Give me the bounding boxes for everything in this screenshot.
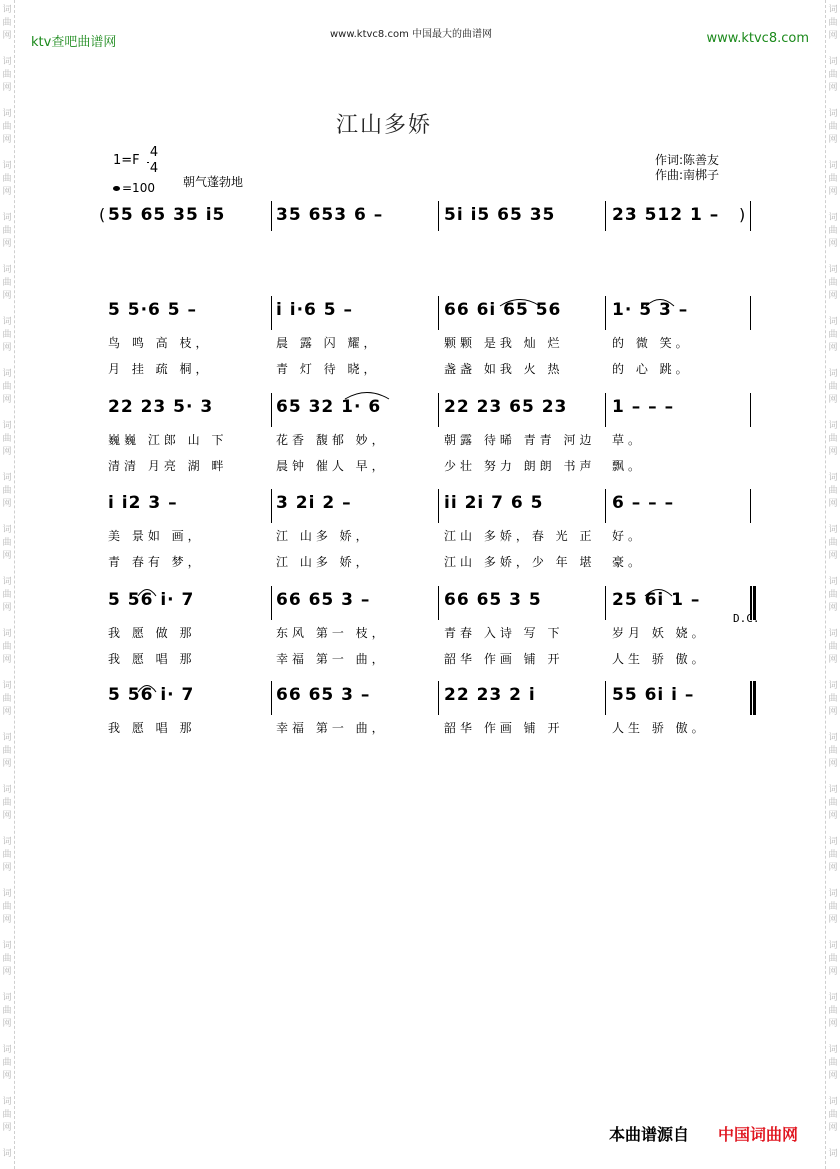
measure: 35 653 6 – xyxy=(276,205,384,225)
edge-watermark-glyph: 网 xyxy=(828,863,838,873)
bar-line xyxy=(605,393,606,427)
edge-watermark-glyph: 曲 xyxy=(828,954,838,964)
edge-watermark-glyph: 网 xyxy=(828,499,838,509)
edge-watermark-glyph: 网 xyxy=(828,1019,838,1029)
bar-line xyxy=(605,681,606,715)
edge-watermark-glyph: 词 xyxy=(2,1149,12,1159)
lyric-line: 朝露 待晞 青青 河边 xyxy=(444,433,596,447)
edge-watermark-glyph: 网 xyxy=(828,551,838,561)
edge-watermark-glyph: 曲 xyxy=(828,902,838,912)
lyric-line: 晨钟 催人 早， xyxy=(276,459,388,473)
bar-line xyxy=(271,489,272,523)
edge-watermark-glyph: 曲 xyxy=(2,1110,12,1120)
edge-watermark-glyph: 曲 xyxy=(828,122,838,132)
credits xyxy=(655,153,719,183)
lyric-line: 东风 第一 枝， xyxy=(276,626,388,640)
edge-watermark-glyph: 词 xyxy=(828,837,838,847)
edge-watermark-glyph: 词 xyxy=(828,525,838,535)
measure: 5 56 i· 7 xyxy=(108,590,195,610)
edge-watermark-glyph: 曲 xyxy=(828,850,838,860)
edge-watermark-glyph: 词 xyxy=(2,993,12,1003)
lyric-line: 我 愿 唱 那 xyxy=(108,721,196,735)
slur-mark xyxy=(345,390,389,400)
bar-line xyxy=(271,681,272,715)
edge-watermark-glyph: 词 xyxy=(828,1149,838,1159)
bar-line xyxy=(438,586,439,620)
lyric-line: 飘。 xyxy=(612,459,645,473)
slur-mark xyxy=(645,587,672,597)
lyric-line: 美 景如 画， xyxy=(108,529,204,543)
slur-mark xyxy=(138,587,156,597)
edge-watermark-glyph: 词 xyxy=(2,629,12,639)
lyric-line: 颗颗 是我 灿 烂 xyxy=(444,336,564,350)
time-signature-bottom: 4 xyxy=(149,161,159,176)
edge-watermark-glyph: 曲 xyxy=(2,486,12,496)
measure: i i2 3 – xyxy=(108,493,178,513)
measure: i i·6 5 – xyxy=(276,300,354,320)
site-logo-text[interactable]: ktv查吧曲谱网 xyxy=(31,35,117,50)
edge-watermark-glyph: 曲 xyxy=(828,226,838,236)
lyric-line: 青 灯 待 晓， xyxy=(276,362,380,376)
edge-watermark-glyph: 词 xyxy=(828,5,838,15)
edge-watermark-glyph: 词 xyxy=(2,369,12,379)
edge-watermark-glyph: 网 xyxy=(828,135,838,145)
edge-watermark-glyph: 词 xyxy=(828,785,838,795)
edge-watermark-glyph: 曲 xyxy=(828,1058,838,1068)
edge-watermark-glyph: 曲 xyxy=(828,538,838,548)
edge-watermark-glyph: 网 xyxy=(2,499,12,509)
lyric-line: 幸福 第一 曲， xyxy=(276,721,388,735)
edge-watermark-glyph: 网 xyxy=(828,31,838,41)
time-signature xyxy=(147,145,161,177)
edge-watermark-glyph: 词 xyxy=(828,213,838,223)
lyric-line: 江山 多娇，少 年 堪 xyxy=(444,555,596,569)
edge-watermark-glyph: 词 xyxy=(2,1045,12,1055)
edge-watermark-glyph: 网 xyxy=(2,239,12,249)
edge-watermark-glyph: 曲 xyxy=(828,174,838,184)
bar-line xyxy=(271,586,272,620)
measure: 22 23 2 i xyxy=(444,685,536,705)
edge-watermark-glyph: 曲 xyxy=(828,798,838,808)
measure: 55 6i i – xyxy=(612,685,695,705)
edge-watermark-glyph: 词 xyxy=(2,525,12,535)
measure: 25 6i 1 – xyxy=(612,590,701,610)
measure: 22 23 5· 3 xyxy=(108,397,214,417)
footer-site-link[interactable]: 中国词曲网 xyxy=(718,1125,799,1144)
edge-watermark-glyph: 曲 xyxy=(828,694,838,704)
edge-watermark-glyph: 词 xyxy=(828,265,838,275)
edge-watermark-glyph: 曲 xyxy=(828,642,838,652)
lyric-line: 韶华 作画 铺 开 xyxy=(444,721,564,735)
measure: 22 23 65 23 xyxy=(444,397,568,417)
edge-watermark-glyph: 网 xyxy=(828,967,838,977)
slur-mark xyxy=(138,683,156,693)
edge-watermark-glyph: 词 xyxy=(2,1097,12,1107)
edge-watermark-glyph: 词 xyxy=(828,993,838,1003)
edge-watermark-glyph: 词 xyxy=(828,161,838,171)
edge-watermark-glyph: 词 xyxy=(828,1097,838,1107)
edge-watermark-glyph: 网 xyxy=(828,291,838,301)
measure: 1 – – – xyxy=(612,397,675,417)
measure: 66 65 3 – xyxy=(276,590,371,610)
composer-credit: 作曲:南梆子 xyxy=(655,168,720,182)
lyric-line: 清清 月亮 湖 畔 xyxy=(108,459,228,473)
lyric-line: 韶华 作画 铺 开 xyxy=(444,652,564,666)
slur-mark xyxy=(646,297,674,307)
measure: 66 65 3 – xyxy=(276,685,371,705)
edge-watermark-glyph: 词 xyxy=(828,109,838,119)
edge-watermark-glyph: 曲 xyxy=(828,70,838,80)
site-url[interactable]: www.ktvc8.com xyxy=(706,31,809,46)
edge-watermark-glyph: 网 xyxy=(2,343,12,353)
lyric-line: 人生 骄 傲。 xyxy=(612,721,708,735)
edge-watermark-glyph: 曲 xyxy=(828,1006,838,1016)
edge-watermark-glyph: 曲 xyxy=(2,70,12,80)
edge-watermark-glyph: 曲 xyxy=(828,330,838,340)
half-note-icon xyxy=(113,186,120,191)
edge-watermark-glyph: 网 xyxy=(828,343,838,353)
edge-watermark-glyph: 网 xyxy=(828,395,838,405)
edge-watermark-glyph: 词 xyxy=(828,733,838,743)
lyric-line: 我 愿 唱 那 xyxy=(108,652,196,666)
bar-line xyxy=(438,489,439,523)
measure: 65 32 1· 6 xyxy=(276,397,382,417)
edge-watermark-glyph: 网 xyxy=(2,655,12,665)
edge-watermark-glyph: 曲 xyxy=(2,746,12,756)
edge-watermark-glyph: 曲 xyxy=(2,798,12,808)
edge-watermark-glyph: 曲 xyxy=(2,278,12,288)
edge-watermark-glyph: 网 xyxy=(2,603,12,613)
edge-watermark-glyph: 曲 xyxy=(828,1110,838,1120)
final-bar-line xyxy=(753,681,756,715)
footer-source-label: 本曲谱源自 xyxy=(609,1125,690,1144)
lyric-line: 巍巍 江郎 山 下 xyxy=(108,433,228,447)
edge-watermark-glyph: 词 xyxy=(2,473,12,483)
lyric-line: 江山 多娇，春 光 正 xyxy=(444,529,596,543)
edge-watermark-glyph: 曲 xyxy=(2,902,12,912)
lyric-line: 鸟 鸣 高 枝， xyxy=(108,336,212,350)
edge-watermark-glyph: 词 xyxy=(828,473,838,483)
edge-watermark-glyph: 词 xyxy=(2,785,12,795)
tempo-value: =100 xyxy=(122,181,155,195)
edge-watermark-glyph: 网 xyxy=(2,863,12,873)
site-tagline: www.ktvc8.com 中国最大的曲谱网 xyxy=(330,29,493,40)
edge-watermark-glyph: 词 xyxy=(2,265,12,275)
lyric-line: 岁月 妖 娆。 xyxy=(612,626,708,640)
edge-watermark-glyph: 词 xyxy=(2,889,12,899)
edge-watermark-glyph: 词 xyxy=(828,1045,838,1055)
measure: ii 2i 7 6 5 xyxy=(444,493,544,513)
measure: 6 – – – xyxy=(612,493,675,513)
da-capo-marker: D.C. xyxy=(733,612,760,625)
slur-mark xyxy=(500,297,540,307)
edge-watermark-glyph: 网 xyxy=(2,811,12,821)
lyric-line: 少壮 努力 朗朗 书声 xyxy=(444,459,596,473)
measure: 5i i5 65 35 xyxy=(444,205,556,225)
edge-watermark-glyph: 曲 xyxy=(2,590,12,600)
edge-watermark-glyph: 网 xyxy=(828,707,838,717)
edge-watermark-glyph: 曲 xyxy=(828,590,838,600)
right-edge-strip xyxy=(825,0,840,1169)
edge-watermark-glyph: 曲 xyxy=(2,642,12,652)
measure: 1· 5 3 – xyxy=(612,300,689,320)
bar-line xyxy=(271,296,272,330)
intro-close-paren: ) xyxy=(739,205,746,224)
lyric-line: 青春 入诗 写 下 xyxy=(444,626,564,640)
edge-watermark-glyph: 曲 xyxy=(2,954,12,964)
edge-watermark-glyph: 曲 xyxy=(2,538,12,548)
lyric-line: 江 山多 娇， xyxy=(276,555,372,569)
lyric-line: 幸福 第一 曲， xyxy=(276,652,388,666)
edge-watermark-glyph: 网 xyxy=(828,447,838,457)
edge-watermark-glyph: 词 xyxy=(828,577,838,587)
edge-watermark-glyph: 词 xyxy=(2,317,12,327)
bar-line xyxy=(438,296,439,330)
lyric-line: 青 春有 梦， xyxy=(108,555,204,569)
bar-line xyxy=(438,393,439,427)
edge-watermark-glyph: 词 xyxy=(2,109,12,119)
lyric-line: 晨 露 闪 耀， xyxy=(276,336,380,350)
edge-watermark-glyph: 网 xyxy=(2,447,12,457)
edge-watermark-glyph: 曲 xyxy=(2,850,12,860)
edge-watermark-glyph: 曲 xyxy=(2,1058,12,1068)
bar-line xyxy=(605,489,606,523)
lyric-line: 的 微 笑。 xyxy=(612,336,692,350)
edge-watermark-glyph: 曲 xyxy=(828,278,838,288)
edge-watermark-glyph: 词 xyxy=(828,421,838,431)
edge-watermark-glyph: 曲 xyxy=(2,330,12,340)
lyric-line: 豪。 xyxy=(612,555,645,569)
edge-watermark-glyph: 网 xyxy=(828,655,838,665)
edge-watermark-glyph: 网 xyxy=(2,135,12,145)
edge-watermark-glyph: 网 xyxy=(828,759,838,769)
tempo-marking xyxy=(113,181,155,195)
edge-watermark-glyph: 网 xyxy=(828,1123,838,1133)
intro-open-paren: ( xyxy=(99,205,106,224)
edge-watermark-glyph: 词 xyxy=(2,57,12,67)
measure: 5 56 i· 7 xyxy=(108,685,195,705)
measure: 66 65 3 5 xyxy=(444,590,542,610)
edge-watermark-glyph: 网 xyxy=(2,915,12,925)
edge-watermark-glyph: 曲 xyxy=(828,434,838,444)
left-edge-strip xyxy=(0,0,15,1169)
edge-watermark-glyph: 网 xyxy=(828,811,838,821)
bar-line xyxy=(605,586,606,620)
edge-watermark-glyph: 网 xyxy=(2,1123,12,1133)
lyric-line: 江 山多 娇， xyxy=(276,529,372,543)
edge-watermark-glyph: 词 xyxy=(828,889,838,899)
edge-watermark-glyph: 词 xyxy=(2,5,12,15)
measure: 55 65 35 i5 xyxy=(108,205,226,225)
edge-watermark-glyph: 网 xyxy=(2,967,12,977)
measure: 66 6i 65 56 xyxy=(444,300,562,320)
edge-watermark-glyph: 曲 xyxy=(828,382,838,392)
edge-watermark-glyph: 网 xyxy=(828,1071,838,1081)
measure: 5 5·6 5 – xyxy=(108,300,198,320)
bar-line xyxy=(605,201,606,231)
edge-watermark-glyph: 曲 xyxy=(828,746,838,756)
bar-line xyxy=(438,201,439,231)
lyric-line: 花香 馥郁 妙， xyxy=(276,433,388,447)
edge-watermark-glyph: 网 xyxy=(2,1019,12,1029)
lyric-line: 的 心 跳。 xyxy=(612,362,692,376)
bar-line xyxy=(750,681,752,715)
edge-watermark-glyph: 网 xyxy=(2,83,12,93)
edge-watermark-glyph: 网 xyxy=(2,707,12,717)
edge-watermark-glyph: 曲 xyxy=(2,694,12,704)
edge-watermark-glyph: 曲 xyxy=(2,434,12,444)
edge-watermark-glyph: 网 xyxy=(828,187,838,197)
time-signature-top: 4 xyxy=(149,145,159,160)
lyric-line: 月 挂 疏 桐， xyxy=(108,362,212,376)
song-title: 江山多娇 xyxy=(336,113,433,138)
bar-line xyxy=(750,201,751,231)
edge-watermark-glyph: 词 xyxy=(2,837,12,847)
edge-watermark-glyph: 网 xyxy=(828,239,838,249)
edge-watermark-glyph: 词 xyxy=(828,57,838,67)
edge-watermark-glyph: 词 xyxy=(2,161,12,171)
edge-watermark-glyph: 曲 xyxy=(2,382,12,392)
edge-watermark-glyph: 词 xyxy=(2,213,12,223)
edge-watermark-glyph: 曲 xyxy=(2,174,12,184)
lyric-line: 我 愿 做 那 xyxy=(108,626,196,640)
edge-watermark-glyph: 词 xyxy=(828,629,838,639)
measure: 23 512 1 – xyxy=(612,205,720,225)
lyric-line: 盏盏 如我 火 热 xyxy=(444,362,564,376)
bar-line xyxy=(750,489,751,523)
edge-watermark-glyph: 网 xyxy=(2,187,12,197)
edge-watermark-glyph: 词 xyxy=(2,941,12,951)
measure: 3 2i 2 – xyxy=(276,493,352,513)
lyric-line: 好。 xyxy=(612,529,645,543)
edge-watermark-glyph: 词 xyxy=(828,369,838,379)
edge-watermark-glyph: 词 xyxy=(2,733,12,743)
lyric-line: 草。 xyxy=(612,433,645,447)
edge-watermark-glyph: 词 xyxy=(2,577,12,587)
edge-watermark-glyph: 词 xyxy=(828,317,838,327)
edge-watermark-glyph: 网 xyxy=(2,291,12,301)
edge-watermark-glyph: 词 xyxy=(828,681,838,691)
edge-watermark-glyph: 词 xyxy=(828,941,838,951)
expression-marking: 朝气蓬勃地 xyxy=(183,175,244,189)
edge-watermark-glyph: 网 xyxy=(828,915,838,925)
edge-watermark-glyph: 词 xyxy=(2,421,12,431)
key-signature: 1=F xyxy=(113,153,140,168)
edge-watermark-glyph: 网 xyxy=(2,1071,12,1081)
edge-watermark-glyph: 网 xyxy=(2,31,12,41)
bar-line xyxy=(750,393,751,427)
lyric-line: 人生 骄 傲。 xyxy=(612,652,708,666)
lyricist-credit: 作词:陈善友 xyxy=(655,153,720,167)
edge-watermark-glyph: 网 xyxy=(828,603,838,613)
bar-line xyxy=(271,393,272,427)
bar-line xyxy=(438,681,439,715)
edge-watermark-glyph: 曲 xyxy=(2,226,12,236)
edge-watermark-glyph: 网 xyxy=(2,395,12,405)
edge-watermark-glyph: 曲 xyxy=(2,122,12,132)
edge-watermark-glyph: 曲 xyxy=(828,486,838,496)
bar-line xyxy=(750,296,751,330)
bar-line xyxy=(271,201,272,231)
edge-watermark-glyph: 曲 xyxy=(2,18,12,28)
edge-watermark-glyph: 网 xyxy=(2,759,12,769)
edge-watermark-glyph: 曲 xyxy=(2,1006,12,1016)
edge-watermark-glyph: 网 xyxy=(828,83,838,93)
edge-watermark-glyph: 曲 xyxy=(828,18,838,28)
edge-watermark-glyph: 词 xyxy=(2,681,12,691)
edge-watermark-glyph: 网 xyxy=(2,551,12,561)
bar-line xyxy=(605,296,606,330)
